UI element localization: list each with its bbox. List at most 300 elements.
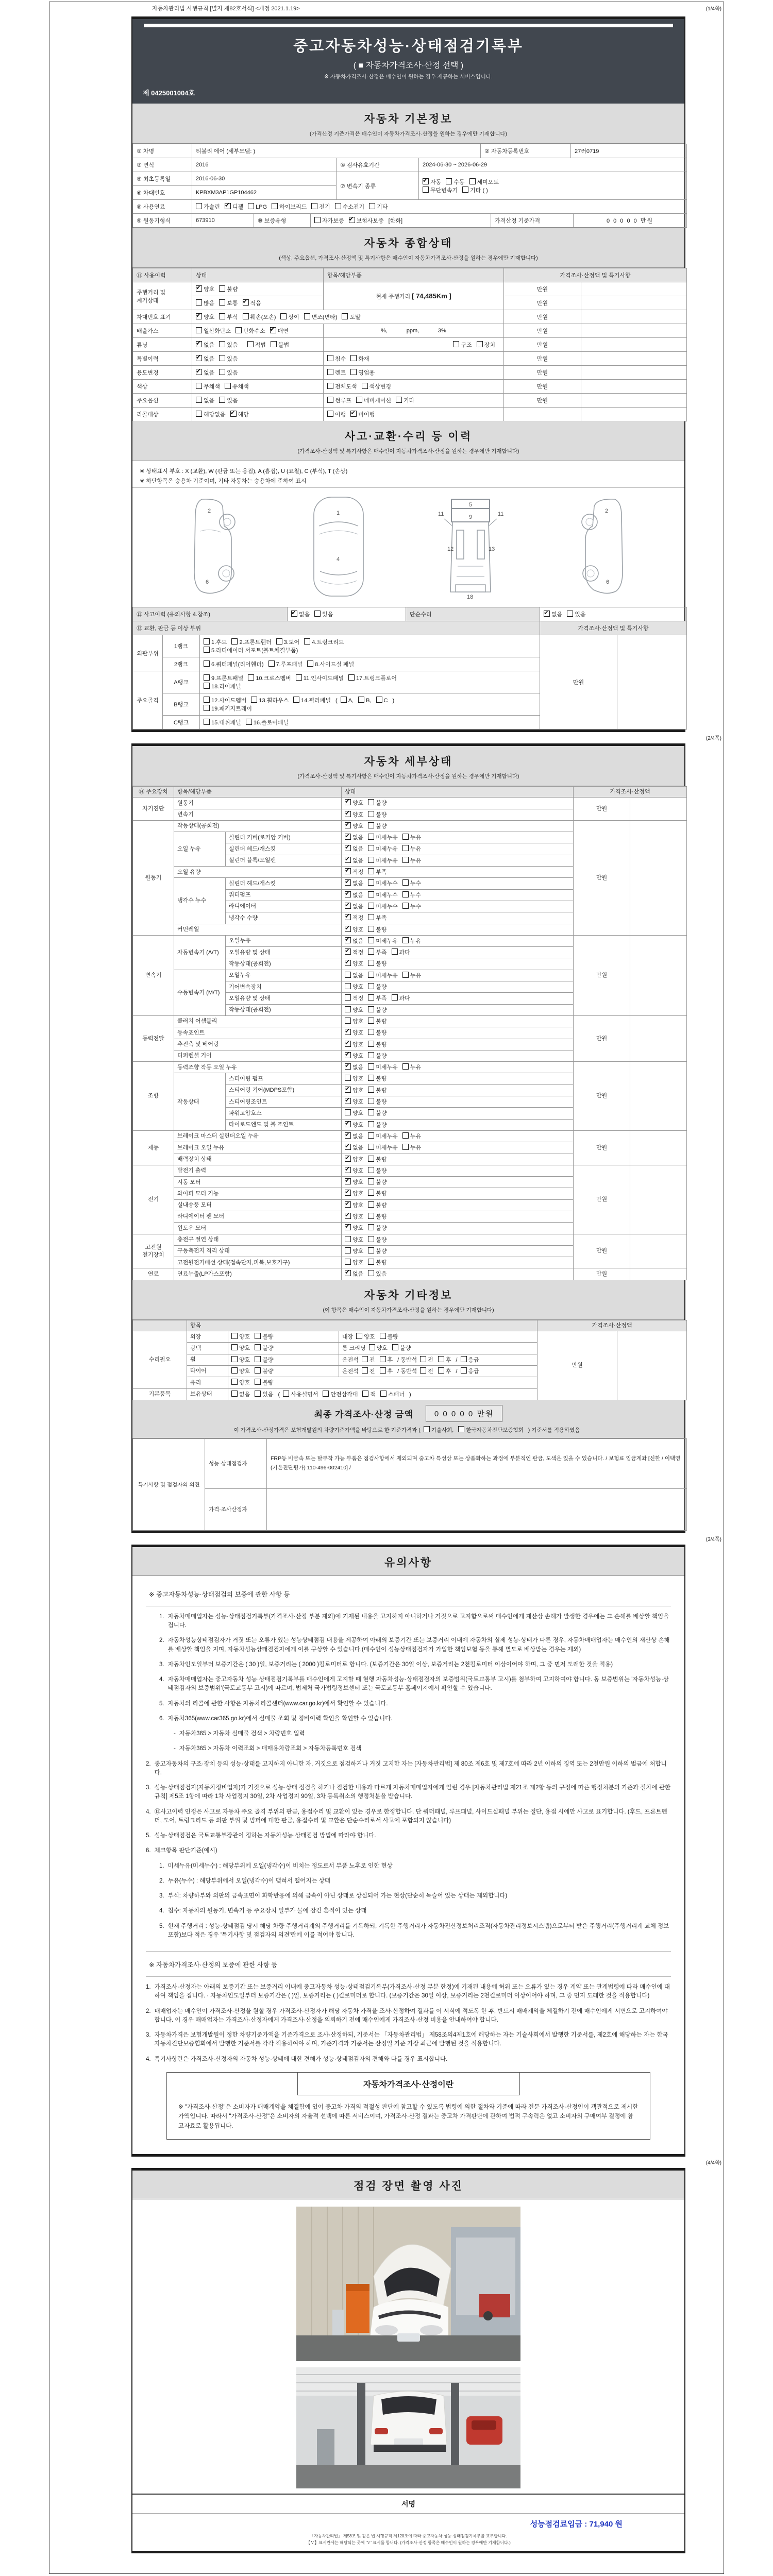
- checkbox-unchecked-icon[interactable]: [196, 327, 202, 333]
- checkbox-unchecked-icon[interactable]: [196, 397, 202, 403]
- checkbox-option[interactable]: [402, 903, 421, 910]
- checkbox-option[interactable]: [327, 382, 357, 391]
- checkbox-option[interactable]: [345, 903, 363, 910]
- checkbox-checked-icon[interactable]: [345, 822, 351, 828]
- checkbox-option[interactable]: [231, 1367, 250, 1375]
- checkbox-unchecked-icon[interactable]: [392, 948, 398, 955]
- checkbox-option[interactable]: [231, 1391, 250, 1398]
- checkbox-unchecked-icon[interactable]: [402, 891, 409, 897]
- checkbox-unchecked-icon[interactable]: [368, 1029, 374, 1035]
- checkbox-option[interactable]: [271, 341, 289, 349]
- checkbox-option[interactable]: [345, 1213, 363, 1221]
- checkbox-option[interactable]: [402, 1144, 421, 1151]
- checkbox-option[interactable]: [350, 354, 369, 363]
- checkbox-checked-icon[interactable]: [345, 1121, 351, 1127]
- checkbox-unchecked-icon[interactable]: [327, 355, 333, 361]
- checkbox-option[interactable]: [204, 696, 246, 704]
- checkbox-option[interactable]: [296, 674, 344, 682]
- checkbox-option[interactable]: [345, 926, 363, 934]
- checkbox-unchecked-icon[interactable]: [368, 1109, 374, 1115]
- checkbox-option[interactable]: [358, 697, 371, 704]
- checkbox-option[interactable]: [345, 1052, 363, 1060]
- checkbox-checked-icon[interactable]: [345, 811, 351, 817]
- checkbox-option[interactable]: [345, 811, 363, 819]
- checkbox-option[interactable]: [368, 799, 386, 807]
- checkbox-unchecked-icon[interactable]: [396, 397, 402, 403]
- checkbox-option[interactable]: [368, 1236, 386, 1244]
- checkbox-option[interactable]: [350, 368, 375, 377]
- checkbox-unchecked-icon[interactable]: [345, 983, 351, 989]
- checkbox-checked-icon[interactable]: [345, 879, 351, 886]
- checkbox-unchecked-icon[interactable]: [204, 683, 210, 689]
- checkbox-option[interactable]: [196, 410, 226, 418]
- checkbox-unchecked-icon[interactable]: [402, 834, 409, 840]
- checkbox-unchecked-icon[interactable]: [219, 369, 225, 375]
- checkbox-option[interactable]: [345, 879, 363, 887]
- checkbox-checked-icon[interactable]: [345, 857, 351, 863]
- checkbox-option[interactable]: [345, 1156, 363, 1163]
- checkbox-unchecked-icon[interactable]: [453, 341, 459, 347]
- checkbox-option[interactable]: [420, 1367, 433, 1375]
- checkbox-unchecked-icon[interactable]: [327, 369, 333, 375]
- checkbox-option[interactable]: [231, 638, 271, 646]
- checkbox-option[interactable]: [345, 1063, 363, 1071]
- checkbox-option[interactable]: [251, 696, 289, 704]
- checkbox-unchecked-icon[interactable]: [345, 1006, 351, 1012]
- checkbox-option[interactable]: [342, 313, 360, 321]
- checkbox-option[interactable]: [368, 811, 386, 819]
- checkbox-option[interactable]: [243, 313, 276, 321]
- checkbox-option[interactable]: [255, 1367, 273, 1375]
- checkbox-option[interactable]: [196, 202, 220, 211]
- checkbox-unchecked-icon[interactable]: [255, 1356, 261, 1362]
- checkbox-option[interactable]: [345, 1270, 363, 1278]
- checkbox-checked-icon[interactable]: [225, 203, 231, 209]
- checkbox-unchecked-icon[interactable]: [368, 1075, 374, 1081]
- checkbox-unchecked-icon[interactable]: [231, 1356, 238, 1362]
- checkbox-unchecked-icon[interactable]: [392, 994, 398, 1001]
- checkbox-option[interactable]: [255, 1356, 273, 1364]
- checkbox-checked-icon[interactable]: [345, 948, 351, 955]
- checkbox-option[interactable]: [477, 341, 495, 349]
- checkbox-unchecked-icon[interactable]: [368, 1224, 374, 1230]
- checkbox-unchecked-icon[interactable]: [345, 1236, 351, 1242]
- checkbox-unchecked-icon[interactable]: [368, 1144, 374, 1150]
- checkbox-unchecked-icon[interactable]: [368, 1270, 374, 1276]
- checkbox-option[interactable]: [311, 202, 330, 211]
- checkbox-checked-icon[interactable]: [345, 1213, 351, 1219]
- checkbox-checked-icon[interactable]: [196, 369, 202, 375]
- checkbox-option[interactable]: [247, 341, 266, 349]
- checkbox-unchecked-icon[interactable]: [424, 1426, 430, 1432]
- checkbox-option[interactable]: [345, 948, 363, 956]
- checkbox-unchecked-icon[interactable]: [420, 1356, 426, 1362]
- checkbox-option[interactable]: [423, 178, 441, 186]
- checkbox-checked-icon[interactable]: [345, 1190, 351, 1196]
- checkbox-unchecked-icon[interactable]: [231, 1344, 238, 1350]
- checkbox-option[interactable]: [368, 1259, 386, 1266]
- checkbox-checked-icon[interactable]: [345, 845, 351, 851]
- checkbox-option[interactable]: [204, 718, 241, 726]
- checkbox-checked-icon[interactable]: [243, 299, 249, 306]
- checkbox-unchecked-icon[interactable]: [272, 203, 278, 209]
- checkbox-option[interactable]: [327, 410, 346, 418]
- checkbox-unchecked-icon[interactable]: [402, 879, 409, 886]
- checkbox-unchecked-icon[interactable]: [376, 697, 382, 703]
- checkbox-unchecked-icon[interactable]: [368, 811, 374, 817]
- checkbox-option[interactable]: [402, 1063, 421, 1071]
- checkbox-option[interactable]: [368, 1156, 386, 1163]
- checkbox-option[interactable]: [335, 202, 365, 211]
- checkbox-option[interactable]: [461, 1367, 479, 1375]
- checkbox-option[interactable]: [368, 960, 386, 968]
- checkbox-unchecked-icon[interactable]: [402, 937, 409, 943]
- checkbox-option[interactable]: [356, 396, 391, 404]
- checkbox-checked-icon[interactable]: [345, 799, 351, 805]
- checkbox-unchecked-icon[interactable]: [402, 1063, 409, 1070]
- checkbox-unchecked-icon[interactable]: [204, 660, 210, 667]
- checkbox-option[interactable]: [376, 697, 388, 704]
- checkbox-option[interactable]: [350, 410, 375, 418]
- checkbox-option[interactable]: [345, 845, 363, 853]
- checkbox-option[interactable]: [345, 1190, 363, 1197]
- checkbox-unchecked-icon[interactable]: [461, 1356, 467, 1362]
- checkbox-unchecked-icon[interactable]: [307, 660, 313, 667]
- checkbox-option[interactable]: [345, 1121, 363, 1129]
- checkbox-option[interactable]: [341, 697, 354, 704]
- checkbox-unchecked-icon[interactable]: [368, 903, 374, 909]
- checkbox-unchecked-icon[interactable]: [204, 638, 210, 645]
- checkbox-option[interactable]: [420, 1356, 433, 1364]
- checkbox-option[interactable]: [283, 1391, 318, 1398]
- checkbox-unchecked-icon[interactable]: [368, 1087, 374, 1093]
- checkbox-option[interactable]: [345, 972, 363, 979]
- checkbox-option[interactable]: [345, 1075, 363, 1082]
- checkbox-unchecked-icon[interactable]: [369, 203, 375, 209]
- checkbox-option[interactable]: [196, 382, 220, 391]
- checkbox-option[interactable]: [268, 660, 303, 668]
- checkbox-unchecked-icon[interactable]: [283, 1391, 289, 1397]
- checkbox-option[interactable]: [345, 799, 363, 807]
- checkbox-option[interactable]: [345, 1259, 363, 1266]
- checkbox-unchecked-icon[interactable]: [469, 178, 476, 184]
- checkbox-unchecked-icon[interactable]: [402, 903, 409, 909]
- checkbox-unchecked-icon[interactable]: [368, 960, 374, 966]
- checkbox-option[interactable]: [362, 1391, 376, 1398]
- checkbox-option[interactable]: [392, 994, 410, 1002]
- checkbox-unchecked-icon[interactable]: [420, 1367, 426, 1374]
- checkbox-unchecked-icon[interactable]: [231, 638, 238, 645]
- checkbox-unchecked-icon[interactable]: [255, 1391, 261, 1397]
- checkbox-unchecked-icon[interactable]: [342, 313, 348, 319]
- checkbox-option[interactable]: [345, 937, 363, 945]
- checkbox-option[interactable]: [243, 299, 261, 307]
- checkbox-option[interactable]: [368, 1041, 386, 1048]
- checkbox-option[interactable]: [327, 354, 346, 363]
- checkbox-option[interactable]: [368, 1006, 386, 1014]
- checkbox-option[interactable]: [219, 354, 238, 363]
- checkbox-option[interactable]: [368, 834, 398, 841]
- checkbox-unchecked-icon[interactable]: [243, 313, 249, 319]
- checkbox-checked-icon[interactable]: [196, 313, 202, 319]
- checkbox-checked-icon[interactable]: [350, 411, 357, 417]
- checkbox-checked-icon[interactable]: [230, 411, 237, 417]
- checkbox-checked-icon[interactable]: [345, 834, 351, 840]
- checkbox-option[interactable]: [236, 327, 265, 335]
- checkbox-option[interactable]: [345, 914, 363, 922]
- checkbox-unchecked-icon[interactable]: [327, 397, 333, 403]
- checkbox-checked-icon[interactable]: [345, 1270, 351, 1276]
- checkbox-option[interactable]: [196, 285, 214, 293]
- checkbox-option[interactable]: [345, 1167, 363, 1175]
- checkbox-option[interactable]: [231, 1356, 250, 1364]
- checkbox-option[interactable]: [368, 1098, 386, 1106]
- checkbox-option[interactable]: [461, 1356, 479, 1364]
- checkbox-unchecked-icon[interactable]: [368, 1132, 374, 1139]
- checkbox-option[interactable]: [362, 1367, 375, 1375]
- checkbox-option[interactable]: [196, 368, 214, 377]
- checkbox-unchecked-icon[interactable]: [368, 937, 374, 943]
- checkbox-checked-icon[interactable]: [345, 1167, 351, 1173]
- checkbox-option[interactable]: [345, 857, 363, 865]
- checkbox-unchecked-icon[interactable]: [231, 1367, 238, 1374]
- checkbox-unchecked-icon[interactable]: [219, 313, 225, 319]
- checkbox-unchecked-icon[interactable]: [368, 1052, 374, 1058]
- checkbox-unchecked-icon[interactable]: [380, 1367, 386, 1374]
- checkbox-option[interactable]: [396, 396, 414, 404]
- checkbox-option[interactable]: [402, 845, 421, 853]
- checkbox-option[interactable]: [469, 178, 499, 186]
- checkbox-unchecked-icon[interactable]: [362, 1391, 368, 1397]
- checkbox-option[interactable]: [424, 1426, 454, 1434]
- checkbox-unchecked-icon[interactable]: [219, 285, 225, 292]
- checkbox-option[interactable]: [392, 1344, 411, 1352]
- checkbox-unchecked-icon[interactable]: [358, 697, 364, 703]
- checkbox-unchecked-icon[interactable]: [345, 1075, 351, 1081]
- checkbox-checked-icon[interactable]: [196, 285, 202, 292]
- checkbox-unchecked-icon[interactable]: [402, 972, 409, 978]
- checkbox-option[interactable]: [345, 1178, 363, 1186]
- checkbox-checked-icon[interactable]: [349, 217, 355, 223]
- checkbox-option[interactable]: [362, 382, 392, 391]
- checkbox-unchecked-icon[interactable]: [368, 1006, 374, 1012]
- checkbox-option[interactable]: [204, 660, 264, 668]
- checkbox-option[interactable]: [368, 1167, 386, 1175]
- checkbox-option[interactable]: [356, 1333, 375, 1341]
- checkbox-unchecked-icon[interactable]: [402, 1132, 409, 1139]
- checkbox-unchecked-icon[interactable]: [423, 187, 429, 193]
- checkbox-option[interactable]: [369, 1344, 388, 1352]
- checkbox-unchecked-icon[interactable]: [402, 1144, 409, 1150]
- checkbox-checked-icon[interactable]: [196, 341, 202, 347]
- checkbox-unchecked-icon[interactable]: [236, 327, 242, 333]
- checkbox-option[interactable]: [368, 937, 398, 945]
- checkbox-unchecked-icon[interactable]: [368, 1063, 374, 1070]
- checkbox-unchecked-icon[interactable]: [350, 355, 357, 361]
- checkbox-unchecked-icon[interactable]: [225, 383, 231, 389]
- checkbox-option[interactable]: [368, 1247, 386, 1255]
- checkbox-option[interactable]: [345, 1144, 363, 1151]
- checkbox-option[interactable]: [438, 1356, 451, 1364]
- checkbox-option[interactable]: [291, 610, 310, 618]
- checkbox-option[interactable]: [345, 1224, 363, 1232]
- checkbox-option[interactable]: [272, 202, 307, 211]
- checkbox-option[interactable]: [255, 1391, 273, 1398]
- checkbox-unchecked-icon[interactable]: [462, 187, 468, 193]
- checkbox-option[interactable]: [423, 186, 458, 194]
- checkbox-checked-icon[interactable]: [345, 1087, 351, 1093]
- checkbox-option[interactable]: [349, 216, 384, 225]
- checkbox-unchecked-icon[interactable]: [314, 217, 321, 223]
- checkbox-option[interactable]: [345, 1236, 363, 1244]
- checkbox-option[interactable]: [368, 1075, 386, 1082]
- checkbox-option[interactable]: [368, 948, 386, 956]
- checkbox-option[interactable]: [368, 994, 386, 1002]
- checkbox-option[interactable]: [345, 834, 363, 841]
- checkbox-unchecked-icon[interactable]: [368, 1041, 374, 1047]
- checkbox-option[interactable]: [204, 646, 298, 654]
- checkbox-option[interactable]: [368, 1018, 386, 1025]
- checkbox-option[interactable]: [402, 972, 421, 979]
- checkbox-option[interactable]: [255, 1379, 273, 1386]
- checkbox-option[interactable]: [219, 285, 238, 293]
- checkbox-option[interactable]: [304, 313, 338, 321]
- checkbox-option[interactable]: [196, 354, 214, 363]
- checkbox-option[interactable]: [314, 610, 333, 618]
- checkbox-option[interactable]: [196, 313, 214, 321]
- checkbox-unchecked-icon[interactable]: [196, 383, 202, 389]
- checkbox-unchecked-icon[interactable]: [368, 879, 374, 886]
- checkbox-option[interactable]: [327, 396, 351, 404]
- checkbox-unchecked-icon[interactable]: [368, 834, 374, 840]
- checkbox-checked-icon[interactable]: [270, 327, 276, 333]
- checkbox-checked-icon[interactable]: [544, 611, 550, 617]
- checkbox-option[interactable]: [368, 1132, 398, 1140]
- checkbox-checked-icon[interactable]: [345, 1063, 351, 1070]
- checkbox-option[interactable]: [345, 1018, 363, 1025]
- checkbox-option[interactable]: [368, 1270, 386, 1278]
- checkbox-option[interactable]: [231, 1344, 250, 1352]
- checkbox-unchecked-icon[interactable]: [246, 719, 252, 725]
- checkbox-unchecked-icon[interactable]: [402, 845, 409, 851]
- checkbox-option[interactable]: [380, 1356, 393, 1364]
- checkbox-option[interactable]: [345, 960, 363, 968]
- checkbox-unchecked-icon[interactable]: [219, 355, 225, 361]
- checkbox-checked-icon[interactable]: [345, 903, 351, 909]
- checkbox-checked-icon[interactable]: [345, 891, 351, 897]
- checkbox-unchecked-icon[interactable]: [268, 660, 275, 667]
- checkbox-option[interactable]: [345, 1087, 363, 1094]
- checkbox-checked-icon[interactable]: [345, 1041, 351, 1047]
- checkbox-unchecked-icon[interactable]: [380, 1356, 386, 1362]
- checkbox-unchecked-icon[interactable]: [255, 1379, 261, 1385]
- checkbox-option[interactable]: [380, 1367, 393, 1375]
- checkbox-unchecked-icon[interactable]: [304, 638, 310, 645]
- checkbox-checked-icon[interactable]: [345, 1132, 351, 1139]
- checkbox-unchecked-icon[interactable]: [327, 411, 333, 417]
- checkbox-unchecked-icon[interactable]: [247, 341, 254, 347]
- checkbox-unchecked-icon[interactable]: [255, 1344, 261, 1350]
- checkbox-option[interactable]: [345, 983, 363, 991]
- checkbox-option[interactable]: [368, 1029, 386, 1037]
- checkbox-unchecked-icon[interactable]: [461, 1367, 467, 1374]
- checkbox-option[interactable]: [368, 1213, 386, 1221]
- checkbox-option[interactable]: [368, 1201, 386, 1209]
- checkbox-option[interactable]: [402, 879, 421, 887]
- checkbox-checked-icon[interactable]: [423, 178, 429, 184]
- checkbox-unchecked-icon[interactable]: [402, 857, 409, 863]
- checkbox-unchecked-icon[interactable]: [196, 299, 202, 306]
- checkbox-unchecked-icon[interactable]: [368, 1247, 374, 1253]
- checkbox-option[interactable]: [380, 1391, 405, 1398]
- checkbox-option[interactable]: [219, 396, 238, 404]
- checkbox-option[interactable]: [368, 1178, 386, 1186]
- checkbox-option[interactable]: [368, 1144, 398, 1151]
- checkbox-checked-icon[interactable]: [345, 1029, 351, 1035]
- checkbox-checked-icon[interactable]: [291, 611, 297, 617]
- checkbox-option[interactable]: [345, 1029, 363, 1037]
- checkbox-unchecked-icon[interactable]: [345, 1259, 351, 1265]
- checkbox-unchecked-icon[interactable]: [323, 1391, 329, 1397]
- checkbox-checked-icon[interactable]: [345, 960, 351, 966]
- checkbox-option[interactable]: [345, 1109, 363, 1117]
- checkbox-unchecked-icon[interactable]: [368, 822, 374, 828]
- checkbox-unchecked-icon[interactable]: [341, 697, 347, 703]
- checkbox-unchecked-icon[interactable]: [293, 697, 299, 703]
- checkbox-checked-icon[interactable]: [345, 926, 351, 932]
- checkbox-unchecked-icon[interactable]: [362, 1367, 368, 1374]
- checkbox-unchecked-icon[interactable]: [368, 891, 374, 897]
- checkbox-option[interactable]: [280, 313, 299, 321]
- checkbox-unchecked-icon[interactable]: [196, 411, 202, 417]
- checkbox-option[interactable]: [368, 903, 398, 910]
- checkbox-option[interactable]: [368, 1224, 386, 1232]
- checkbox-unchecked-icon[interactable]: [356, 397, 362, 403]
- checkbox-option[interactable]: [369, 202, 388, 211]
- checkbox-option[interactable]: [270, 327, 289, 335]
- checkbox-option[interactable]: [307, 660, 354, 668]
- checkbox-unchecked-icon[interactable]: [204, 647, 210, 653]
- checkbox-option[interactable]: [380, 1333, 398, 1341]
- checkbox-unchecked-icon[interactable]: [368, 845, 374, 851]
- checkbox-option[interactable]: [204, 638, 227, 646]
- checkbox-unchecked-icon[interactable]: [251, 697, 257, 703]
- checkbox-option[interactable]: [345, 1201, 363, 1209]
- checkbox-unchecked-icon[interactable]: [345, 994, 351, 1001]
- checkbox-unchecked-icon[interactable]: [368, 799, 374, 805]
- checkbox-option[interactable]: [345, 994, 363, 1002]
- checkbox-checked-icon[interactable]: [196, 355, 202, 361]
- checkbox-unchecked-icon[interactable]: [368, 1018, 374, 1024]
- checkbox-option[interactable]: [567, 610, 585, 618]
- checkbox-option[interactable]: [362, 1356, 375, 1364]
- checkbox-unchecked-icon[interactable]: [368, 994, 374, 1001]
- checkbox-unchecked-icon[interactable]: [335, 203, 341, 209]
- checkbox-unchecked-icon[interactable]: [362, 1356, 368, 1362]
- checkbox-unchecked-icon[interactable]: [311, 203, 317, 209]
- checkbox-option[interactable]: [255, 1344, 273, 1352]
- checkbox-option[interactable]: [368, 983, 386, 991]
- checkbox-unchecked-icon[interactable]: [368, 1098, 374, 1104]
- checkbox-unchecked-icon[interactable]: [368, 1178, 374, 1184]
- checkbox-option[interactable]: [402, 891, 421, 899]
- checkbox-unchecked-icon[interactable]: [196, 203, 202, 209]
- checkbox-unchecked-icon[interactable]: [368, 1201, 374, 1208]
- checkbox-unchecked-icon[interactable]: [204, 719, 210, 725]
- checkbox-option[interactable]: [368, 868, 386, 876]
- checkbox-option[interactable]: [345, 1006, 363, 1014]
- checkbox-unchecked-icon[interactable]: [368, 948, 374, 955]
